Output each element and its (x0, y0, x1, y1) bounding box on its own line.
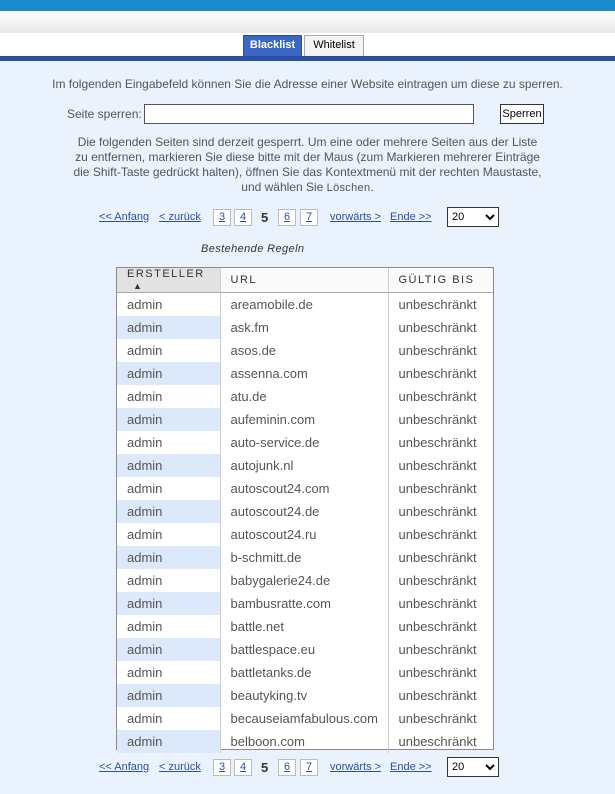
block-site-input[interactable] (144, 104, 474, 124)
description-text (70, 135, 545, 196)
cell-url: babygalerie24.de (220, 569, 388, 592)
block-site-button[interactable]: Sperren (500, 104, 544, 124)
table-row[interactable] (117, 546, 493, 569)
cell-valid-until: unbeschränkt (388, 569, 493, 592)
pager-next-link[interactable]: vorwärts > (330, 761, 382, 773)
pager-page-link[interactable]: 7 (300, 759, 318, 776)
cell-creator: admin (117, 316, 220, 339)
table-caption: Bestehende Regeln (201, 243, 305, 255)
table-row[interactable] (117, 408, 493, 431)
pager-current-page: 5 (261, 760, 269, 775)
cell-valid-until: unbeschränkt (388, 661, 493, 684)
cell-url: areamobile.de (220, 293, 388, 316)
intro-text: Im folgenden Eingabefeld können Sie die Adresse einer Website eintragen um diese zu sperren. (52, 77, 563, 91)
column-header-label: ERSTELLER (127, 268, 205, 280)
block-site-form (0, 103, 615, 125)
cell-url: autoscout24.com (220, 477, 388, 500)
rules-table (116, 267, 494, 750)
table-row[interactable] (117, 569, 493, 592)
cell-creator: admin (117, 500, 220, 523)
description-delete-keyword: Löschen (326, 182, 371, 194)
cell-creator: admin (117, 408, 220, 431)
cell-url: autoscout24.de (220, 500, 388, 523)
cell-creator: admin (117, 684, 220, 707)
table-row[interactable] (117, 293, 493, 316)
table-row[interactable] (117, 454, 493, 477)
cell-valid-until: unbeschränkt (388, 477, 493, 500)
cell-valid-until: unbeschränkt (388, 339, 493, 362)
pager-first-link[interactable]: << Anfang (99, 761, 150, 773)
cell-creator: admin (117, 638, 220, 661)
pagination-top (0, 207, 615, 229)
cell-creator: admin (117, 431, 220, 454)
cell-url: b-schmitt.de (220, 546, 388, 569)
table-header-row (117, 268, 493, 293)
pager-page-link[interactable]: 3 (213, 209, 231, 226)
cell-url: autojunk.nl (220, 454, 388, 477)
pager-page-link[interactable]: 6 (278, 209, 296, 226)
description-body: Die folgenden Seiten sind derzeit gesperrt. Um eine oder mehrere Seiten aus der Liste zu entfernen, markieren Sie diese bitte mit der Maus (zum Markieren mehrerer Einträge die Shift-Taste gedrückt halten), öffnen Sie das Kontextmenü mit der rechten Maustaste, und wählen Sie (73, 135, 542, 194)
table-row[interactable] (117, 615, 493, 638)
table-row[interactable] (117, 638, 493, 661)
cell-url: ask.fm (220, 316, 388, 339)
table-row[interactable] (117, 339, 493, 362)
pager-page-link[interactable]: 3 (213, 759, 231, 776)
cell-valid-until: unbeschränkt (388, 293, 493, 316)
table-row[interactable] (117, 592, 493, 615)
header-band (0, 11, 615, 33)
tab-blacklist[interactable]: Blacklist (243, 35, 302, 56)
cell-creator: admin (117, 385, 220, 408)
pager-next-link[interactable]: vorwärts > (330, 211, 382, 223)
cell-valid-until: unbeschränkt (388, 546, 493, 569)
block-site-label: Seite sperren: (67, 107, 142, 121)
table-row[interactable] (117, 362, 493, 385)
cell-creator: admin (117, 730, 220, 753)
cell-creator: admin (117, 707, 220, 730)
table-row[interactable] (117, 661, 493, 684)
column-header-creator[interactable] (117, 268, 220, 293)
cell-valid-until: unbeschränkt (388, 454, 493, 477)
cell-url: atu.de (220, 385, 388, 408)
top-header-bar (0, 0, 615, 11)
table-row[interactable] (117, 684, 493, 707)
cell-url: assenna.com (220, 362, 388, 385)
cell-valid-until: unbeschränkt (388, 592, 493, 615)
table-row[interactable] (117, 730, 493, 753)
cell-url: battletanks.de (220, 661, 388, 684)
cell-valid-until: unbeschränkt (388, 615, 493, 638)
cell-valid-until: unbeschränkt (388, 385, 493, 408)
cell-creator: admin (117, 661, 220, 684)
pager-prev-link[interactable]: < zurück (159, 761, 201, 773)
column-header-label: GÜLTIG BIS (398, 274, 475, 286)
table-row[interactable] (117, 523, 493, 546)
column-header-url[interactable] (220, 268, 388, 293)
pager-page-link[interactable]: 7 (300, 209, 318, 226)
cell-valid-until: unbeschränkt (388, 707, 493, 730)
cell-creator: admin (117, 293, 220, 316)
pager-current-page: 5 (261, 210, 269, 225)
table-row[interactable] (117, 477, 493, 500)
cell-creator: admin (117, 569, 220, 592)
sort-ascending-icon: ▲ (133, 281, 144, 291)
cell-valid-until: unbeschränkt (388, 523, 493, 546)
per-page-select[interactable] (447, 757, 499, 777)
cell-creator: admin (117, 615, 220, 638)
cell-valid-until: unbeschränkt (388, 684, 493, 707)
table-row[interactable] (117, 431, 493, 454)
cell-url: battle.net (220, 615, 388, 638)
pager-last-link[interactable]: Ende >> (390, 761, 432, 773)
cell-url: belboon.com (220, 730, 388, 753)
cell-valid-until: unbeschränkt (388, 500, 493, 523)
cell-valid-until: unbeschränkt (388, 408, 493, 431)
cell-url: aufeminin.com (220, 408, 388, 431)
pager-page-link[interactable]: 4 (234, 209, 252, 226)
cell-valid-until: unbeschränkt (388, 638, 493, 661)
description-end: . (370, 180, 374, 194)
cell-url: autoscout24.ru (220, 523, 388, 546)
tab-whitelist[interactable]: Whitelist (304, 35, 364, 56)
cell-url: beautyking.tv (220, 684, 388, 707)
cell-creator: admin (117, 362, 220, 385)
table-row[interactable] (117, 316, 493, 339)
column-header-label: URL (230, 274, 258, 286)
cell-creator: admin (117, 592, 220, 615)
cell-valid-until: unbeschränkt (388, 362, 493, 385)
per-page-select[interactable] (447, 207, 499, 227)
pagination-bottom (0, 757, 615, 779)
cell-creator: admin (117, 339, 220, 362)
cell-url: asos.de (220, 339, 388, 362)
cell-creator: admin (117, 546, 220, 569)
cell-url: becauseiamfabulous.com (220, 707, 388, 730)
pager-last-link[interactable]: Ende >> (390, 211, 432, 223)
table-row[interactable] (117, 500, 493, 523)
tab-underline-bar (0, 56, 615, 61)
pager-page-link[interactable]: 4 (234, 759, 252, 776)
table-row[interactable] (117, 385, 493, 408)
cell-url: auto-service.de (220, 431, 388, 454)
cell-creator: admin (117, 454, 220, 477)
cell-valid-until: unbeschränkt (388, 730, 493, 753)
column-header-valid-until[interactable] (388, 268, 493, 293)
pager-page-link[interactable]: 6 (278, 759, 296, 776)
cell-valid-until: unbeschränkt (388, 316, 493, 339)
cell-creator: admin (117, 523, 220, 546)
table-row[interactable] (117, 707, 493, 730)
tab-strip (0, 33, 615, 56)
cell-url: bambusratte.com (220, 592, 388, 615)
cell-valid-until: unbeschränkt (388, 431, 493, 454)
pager-first-link[interactable]: << Anfang (99, 211, 150, 223)
pager-prev-link[interactable]: < zurück (159, 211, 201, 223)
cell-creator: admin (117, 477, 220, 500)
cell-url: battlespace.eu (220, 638, 388, 661)
